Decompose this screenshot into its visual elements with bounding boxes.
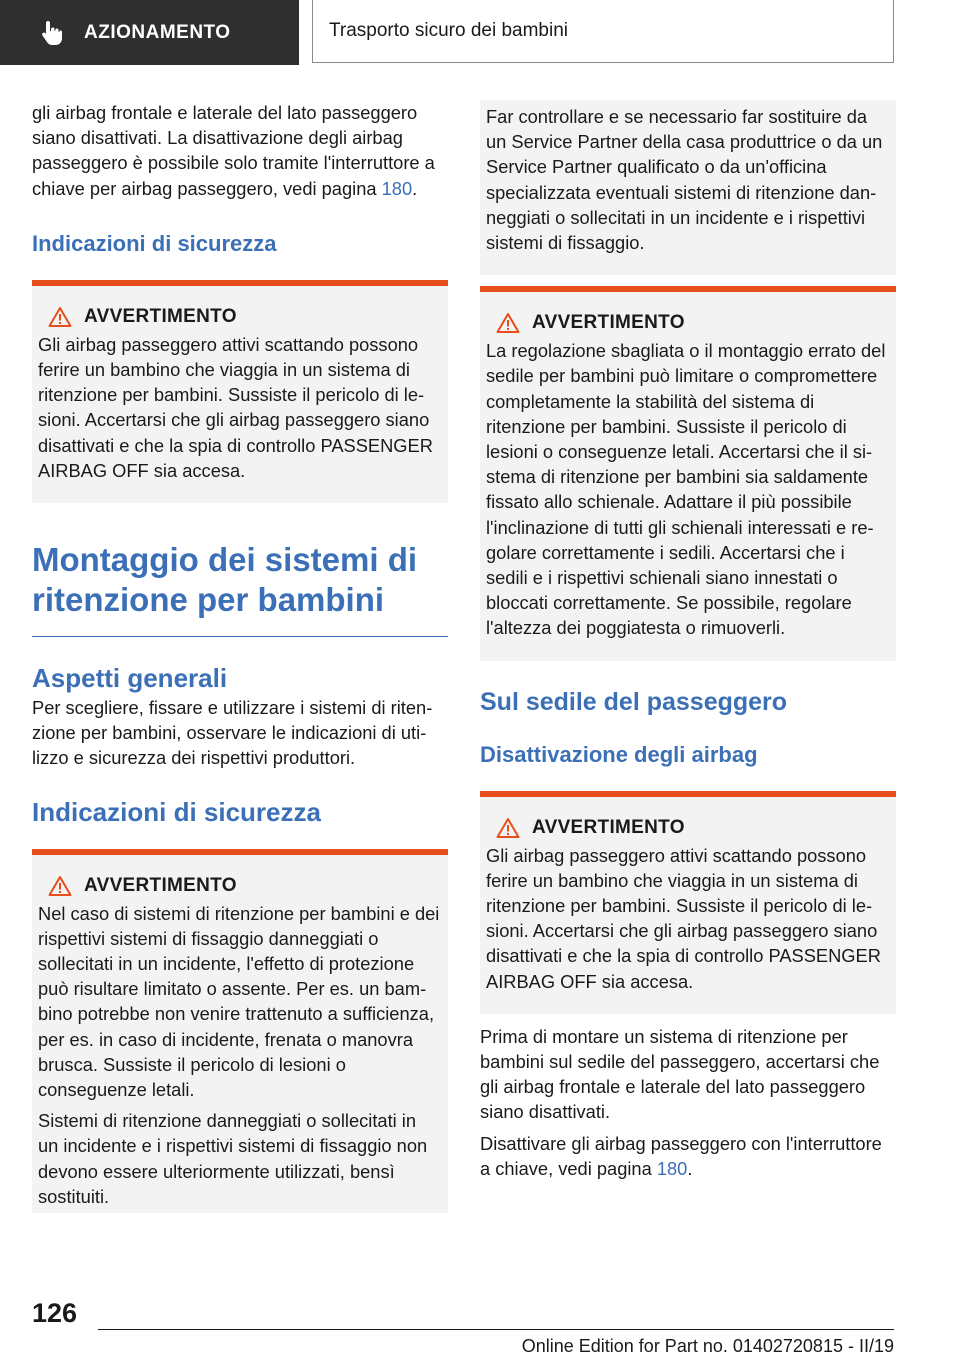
para2-text: Disattivare gli airbag passeggero con l'interruttore a chiave, vedi pagina bbox=[480, 1132, 882, 1179]
warning-triangle-icon bbox=[496, 312, 520, 334]
warning-title: AVVERTIMENTO bbox=[532, 312, 685, 334]
right-column bbox=[480, 100, 896, 1181]
chapter-title: Trasporto sicuro dei bambini bbox=[329, 20, 569, 41]
warning-text-2: Sistemi di ritenzione danneggiati o sollecitati in un incidente e i rispettivi sistemi di fissaggio non devono essere ulteriormente utilizzati, bensì sostituiti. bbox=[38, 1110, 428, 1207]
page-main-title: Montaggio dei sistemi di ritenzione per bambini bbox=[32, 541, 418, 619]
passenger-paragraph-2 bbox=[480, 1131, 896, 1181]
page-number: 126 bbox=[32, 1298, 78, 1328]
para2-tail: . bbox=[687, 1157, 693, 1179]
warning-box-3 bbox=[480, 286, 896, 660]
warning-text: Gli airbag passeggero attivi scattando possono ferire un bambino che viaggia in un sistema di ritenzione per bambini. Sussiste il pericolo di lesioni. Accertarsi che gli airbag passeggero siano disattivati e che la spia di controllo PASSENGER AIRBAG OFF sia accesa. bbox=[486, 844, 881, 992]
section-title: AZIONAMENTO bbox=[84, 21, 231, 43]
warning-title-row bbox=[486, 817, 888, 839]
warning-title: AVVERTIMENTO bbox=[532, 816, 685, 838]
warning-triangle-icon bbox=[48, 306, 72, 328]
warning-box-4 bbox=[480, 791, 896, 1014]
hand-pointer-icon bbox=[40, 19, 64, 47]
warning-box-2 bbox=[32, 849, 448, 1213]
intro-paragraph bbox=[32, 100, 448, 201]
heading-safety-notes: Indicazioni di sicurezza bbox=[32, 230, 277, 256]
intro-tail: . bbox=[412, 177, 418, 199]
chapter-header bbox=[312, 0, 894, 63]
warning-title-row bbox=[38, 875, 440, 897]
continued-text: Far controllare e se necessario far sostituire da un Service Partner della casa produttrice o da un Service Partner qualificato o da un'officina specializzata eventuali sistemi di ritenzione danneggiati o sollecitati in un incidente e i rispettivi sistemi di fissaggio. bbox=[486, 106, 883, 254]
warning-triangle-icon bbox=[48, 875, 72, 897]
footer-rule bbox=[98, 1329, 894, 1330]
section-tab bbox=[0, 0, 299, 65]
intro-text: gli airbag frontale e laterale del lato passeggero siano disattivati. La disattivazione degli airbag passeggero è possibile solo tramite l'interruttore a chiave per airbag passeggero, vedi pagina bbox=[32, 102, 435, 199]
passenger-paragraph-1: Prima di montare un sistema di ritenzione per bambini sul sedile del passeggero, accertarsi che gli airbag frontale e laterale del lato passeggero siano disattivati. bbox=[480, 1025, 880, 1123]
warning-title: AVVERTIMENTO bbox=[84, 874, 237, 896]
warning-text: Gli airbag passeggero attivi scattando possono ferire un bambino che viaggia in un sistema di ritenzione per bambini. Sussiste il pericolo di lesioni. Accertarsi che gli airbag passeggero siano disattivati e che la spia di controllo PASSENGER AIRBAG OFF sia accesa. bbox=[38, 333, 433, 481]
warning-text: Nel caso di sistemi di ritenzione per bambini e dei rispettivi sistemi di fissaggio danneggiati o sollecitati in un incidente, l'effetto di protezione può risultare limitato o assente. Per es. un bambino potrebbe non venire trattenuto a sufficienza, per es. in caso di incidente, frenata o manovra brusca. Sussiste il pericolo di lesioni o conseguenze letali. bbox=[38, 902, 440, 1101]
page-link-180[interactable]: 180 bbox=[381, 177, 413, 199]
title-rule bbox=[32, 636, 448, 637]
heading-safety-notes-2: Indicazioni di sicurezza bbox=[32, 796, 321, 827]
warning-triangle-icon bbox=[496, 817, 520, 839]
footer-edition: Online Edition for Part no. 01402720815 - II/19 bbox=[521, 1336, 894, 1356]
page-link-180[interactable]: 180 bbox=[656, 1157, 688, 1179]
warning-title: AVVERTIMENTO bbox=[84, 305, 237, 327]
warning-title-row bbox=[486, 312, 888, 334]
heading-airbag-deactivation: Disattivazione degli airbag bbox=[480, 741, 758, 767]
warning-text: La regolazione sbagliata o il montaggio errato del sedile per bambini può limitare o compromettere completamente la stabilità del sistema di ritenzione per bambini. Sussiste il pericolo di lesioni o conseguenze letali. Accertarsi che il sistema di ritenzione per bambini sia saldamente fissato allo schienale. Adattare il più possibile l'inclinazione di tutti gli schienali interessati e regolare correttamente i sedili. Accertarsi che i sedili e i rispettivi schienali siano innestati o bloccati correttamente. Se possibile, regolare l'altezza dei poggiatesta o rimuoverli. bbox=[486, 340, 886, 639]
left-column bbox=[32, 100, 448, 1213]
warning-title-row bbox=[38, 306, 440, 328]
heading-passenger-seat: Sul sedile del passeggero bbox=[480, 687, 788, 716]
continued-warning-box bbox=[480, 100, 896, 275]
heading-general: Aspetti generali bbox=[32, 663, 228, 694]
warning-box-1 bbox=[32, 280, 448, 503]
general-paragraph: Per scegliere, fissare e utilizzare i sistemi di ritenzione per bambini, osservare le indicazioni di utilizzo e sicurezza dei rispettivi produttori. bbox=[32, 697, 433, 769]
